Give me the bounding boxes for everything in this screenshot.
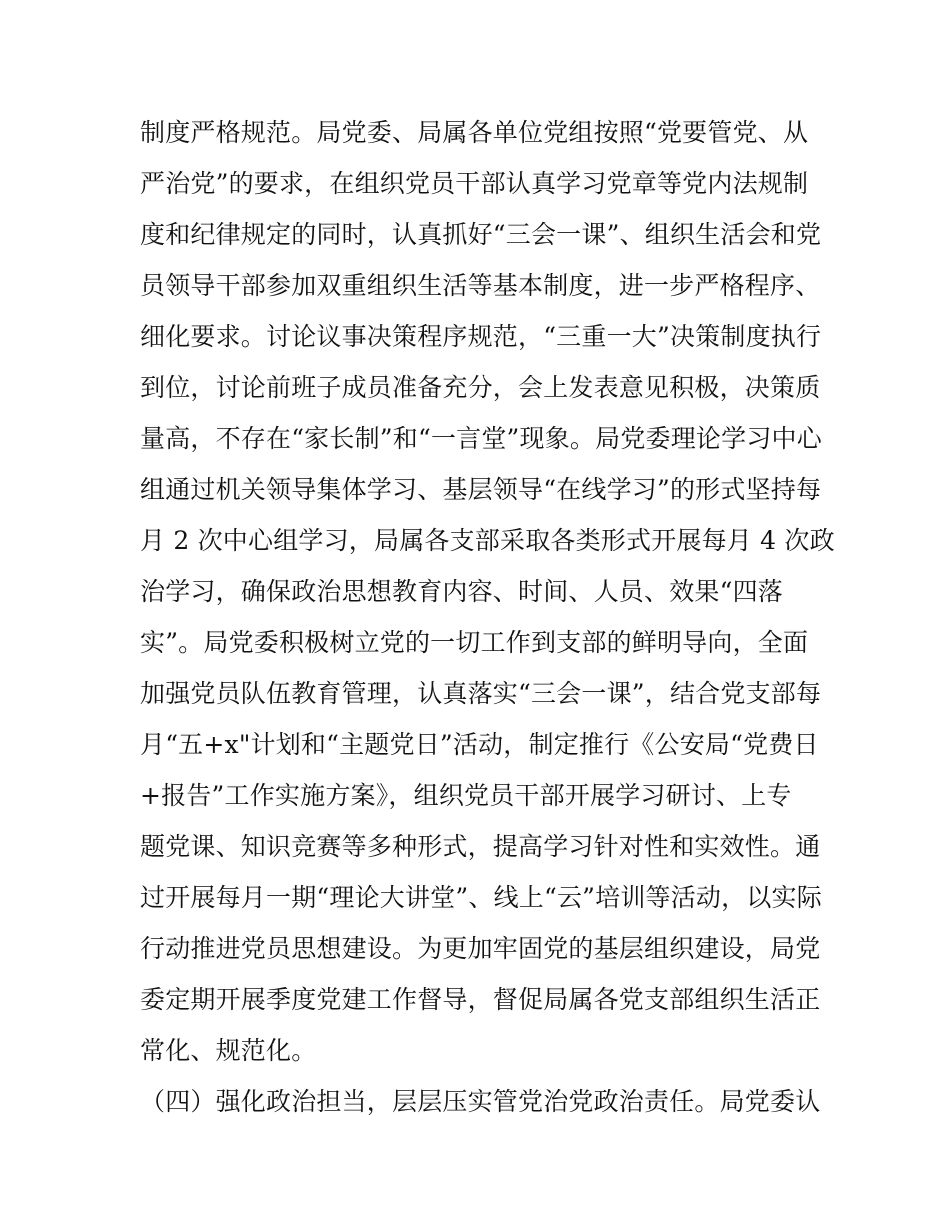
text-line: 员领导干部参加双重组织生活等基本制度，进一步严格程序、 [140,271,821,300]
body-text [140,107,835,1127]
text-line: 题党课、知识竞赛等多种形式，提高学习针对性和实效性。通 [140,832,821,861]
text-line: 委定期开展季度党建工作督导，督促局属各党支部组织生活正 [140,985,821,1014]
text-line: 常化、规范化。 [140,1036,317,1065]
text-line: 组通过机关领导集体学习、基层领导“在线学习”的形式坚持每 [140,475,822,504]
text-line: 过开展每月一期“理论大讲堂”、线上“云”培训等活动，以实际 [140,883,822,912]
text-line: 治学习，确保政治思想教育内容、时间、人员、效果“四落 [140,577,783,606]
text-line: 到位，讨论前班子成员准备充分，会上发表意见积极，决策质 [140,373,821,402]
text-line: +报告”工作实施方案》，组织党员干部开展学习研讨、上专 [140,781,792,810]
text-line: 制度严格规范。局党委、局属各单位党组按照“党要管党、从 [140,118,809,147]
section-heading-line: （四）强化政治担当，层层压实管党治党政治责任。局党委认 [140,1087,821,1116]
text-line: 月“五+x"计划和“主题党日”活动，制定推行《公安局“党费日 [140,730,819,759]
text-line: 量高，不存在“家长制”和“一言堂”现象。局党委理论学习中心 [140,424,822,453]
text-line: 度和纪律规定的同时，认真抓好“三会一课”、组织生活会和党 [140,220,822,249]
text-line: 加强党员队伍教育管理，认真落实“三会一课”，结合党支部每 [140,679,822,708]
text-line: 严治党”的要求，在组织党员干部认真学习党章等党内法规制 [140,169,809,198]
text-line: 行动推进党员思想建设。为更加牢固党的基层组织建设，局党 [140,934,821,963]
text-line: 细化要求。讨论议事决策程序规范，“三重一大”决策制度执行 [140,322,822,351]
text-line: 实”。局党委积极树立党的一切工作到支部的鲜明导向，全面 [140,628,809,657]
text-line: 月 2 次中心组学习，局属各支部采取各类形式开展每月 4 次政 [140,526,835,555]
